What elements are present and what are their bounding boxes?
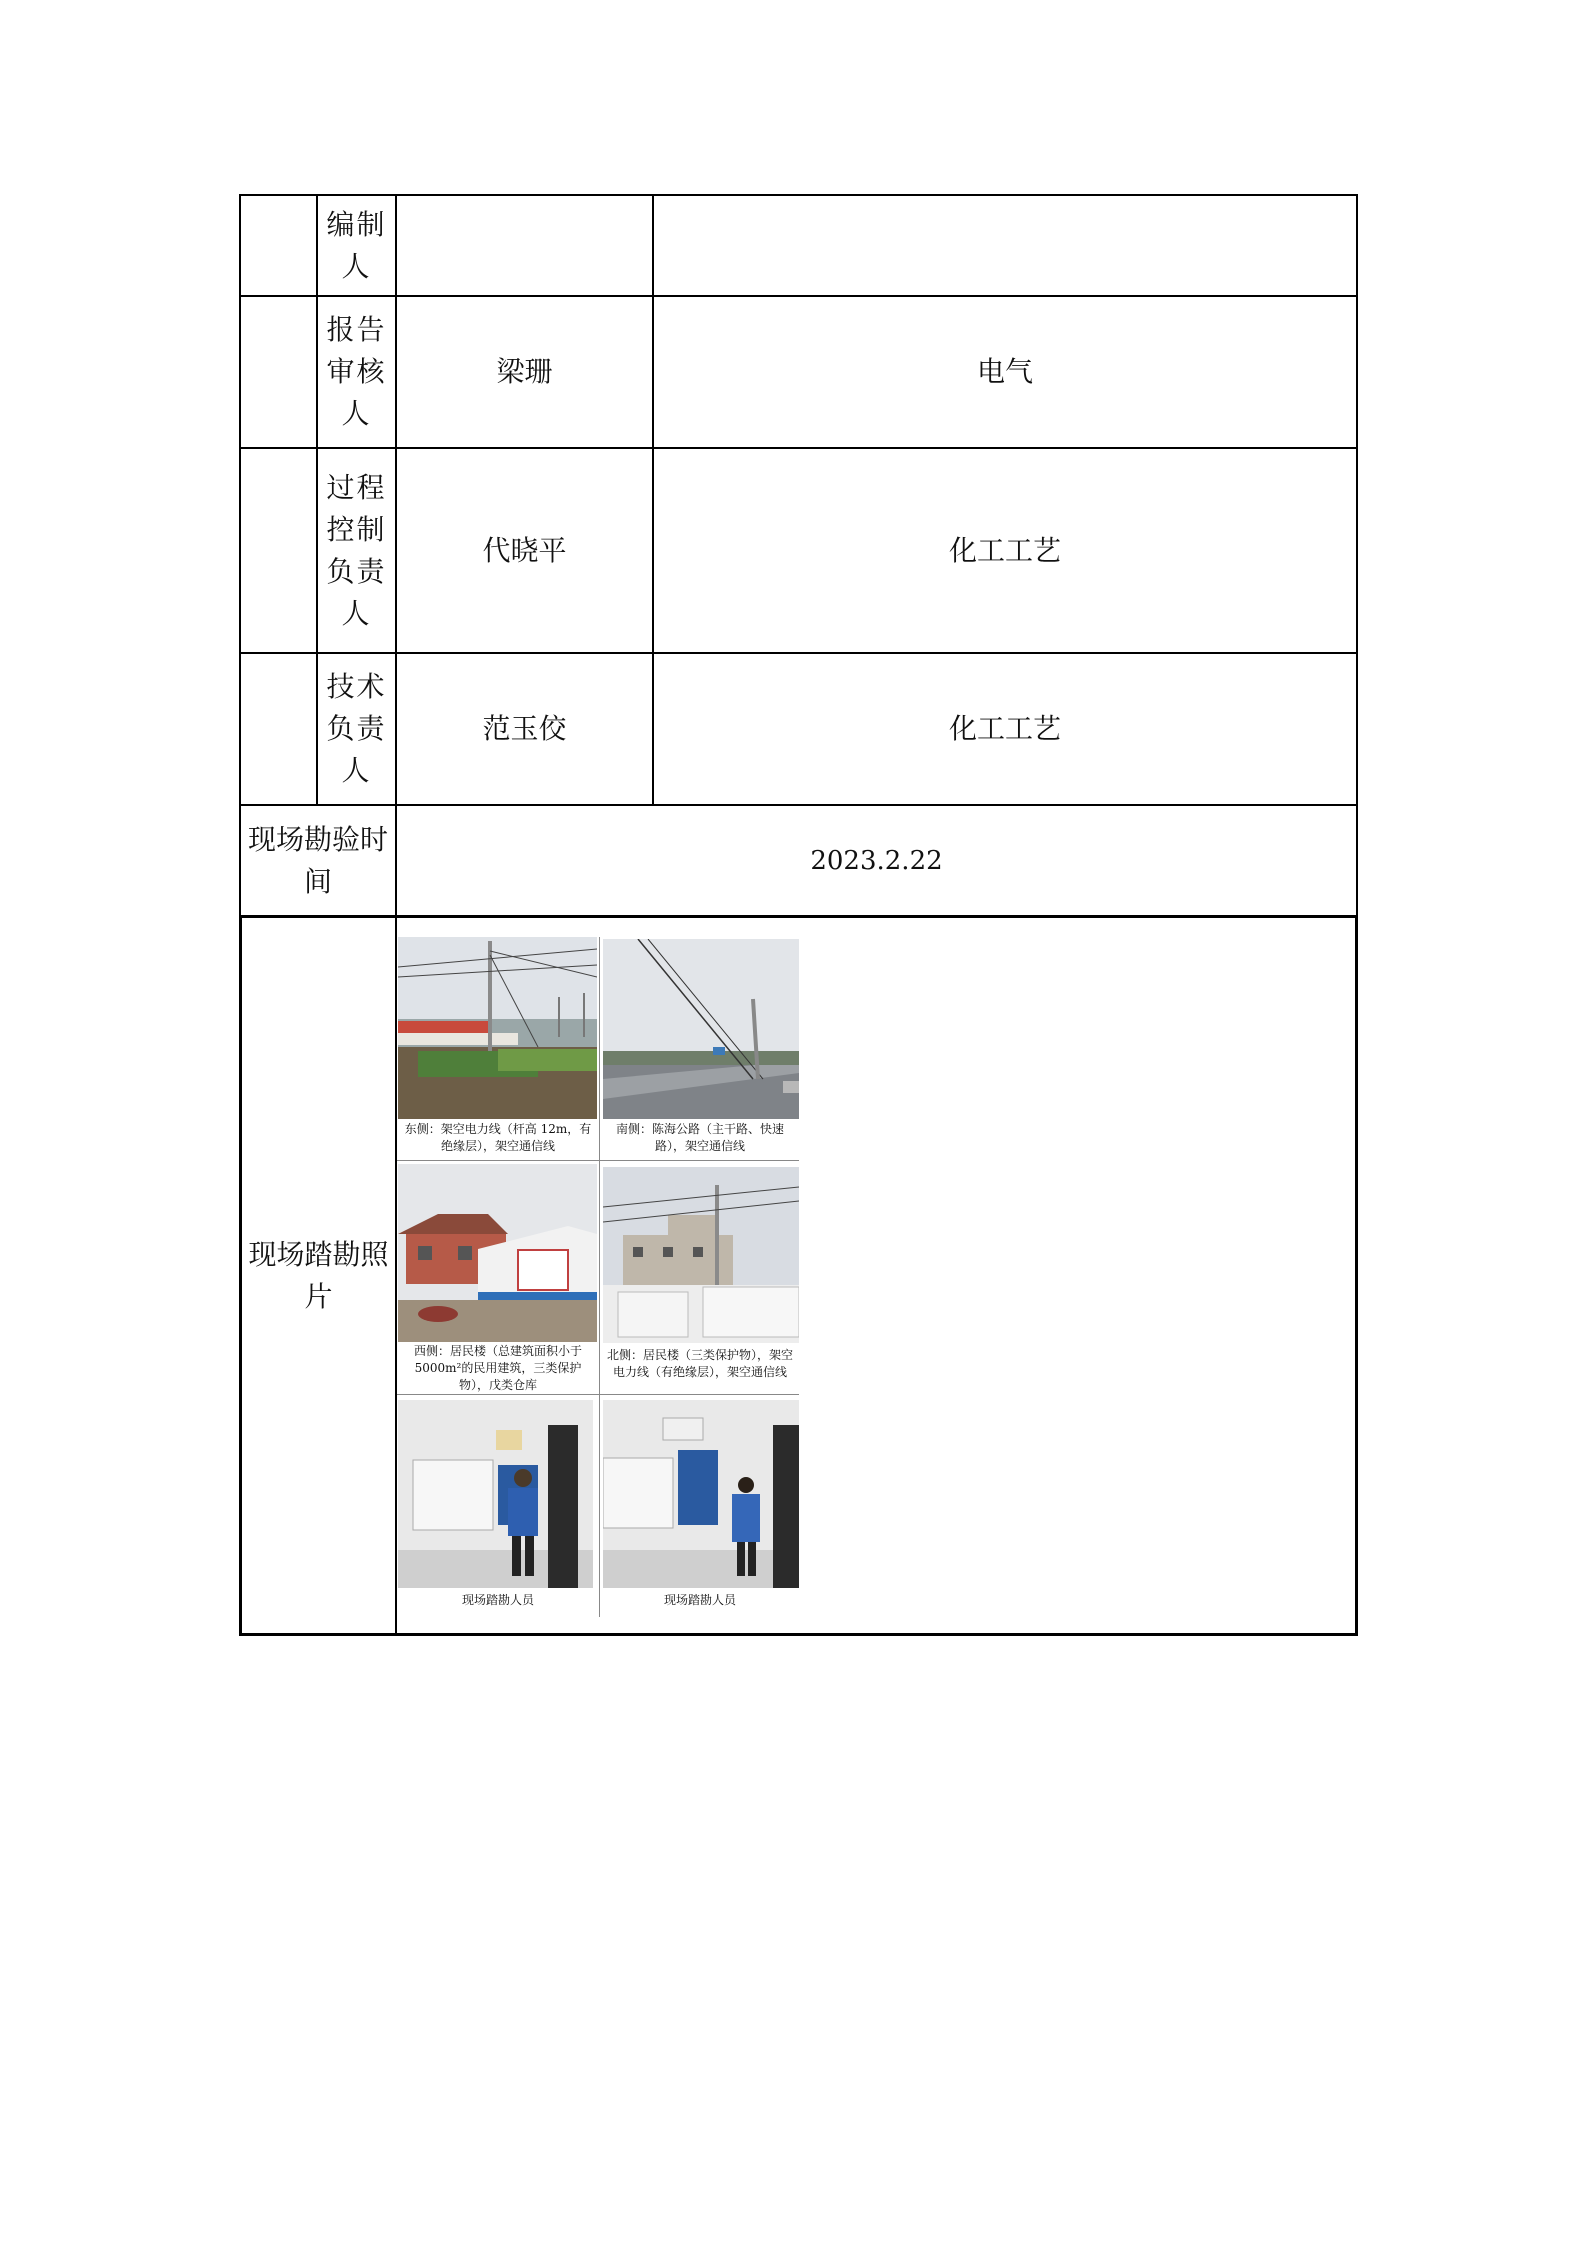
photo-caption-south: 南侧：陈海公路（主干路、快速路），架空通信线 xyxy=(615,1122,784,1153)
photo-caption-surveyor-2: 现场踏勘人员 xyxy=(663,1593,736,1607)
compiler-name xyxy=(397,196,652,295)
residential-power-line-photo xyxy=(603,1167,799,1343)
photo-caption-west: 西侧：居民楼（总建筑面积小于5000m²的民用建筑，三类保护物），戊类仓库 xyxy=(413,1344,582,1392)
process-role-label: 过程控制负责人 xyxy=(326,470,387,630)
photos-label: 现场踏勘照片 xyxy=(248,1237,389,1313)
process-name: 代晓平 xyxy=(482,533,567,567)
surveyor-male-photo xyxy=(398,1400,593,1588)
survey-time-label: 现场勘验时间 xyxy=(247,822,388,898)
photo-caption-surveyor-1: 现场踏勘人员 xyxy=(461,1593,534,1607)
power-line-field-photo xyxy=(398,937,597,1119)
technical-specialty: 化工工艺 xyxy=(948,712,1061,745)
residential-warehouse-photo xyxy=(398,1164,597,1342)
reviewer-name: 梁珊 xyxy=(496,355,553,388)
reviewer-role-label: 报告审核人 xyxy=(326,313,387,430)
surveyor-female-photo xyxy=(603,1400,799,1588)
reviewer-specialty: 电气 xyxy=(976,355,1033,388)
photo-caption-east: 东侧：架空电力线（杆高 12m，有绝缘层），架空通信线 xyxy=(404,1122,592,1153)
road-photo xyxy=(603,939,799,1119)
survey-time-value: 2023.2.22 xyxy=(810,845,943,876)
process-specialty: 化工工艺 xyxy=(948,533,1061,567)
compiler-role-label: 编制人 xyxy=(326,207,387,283)
technical-name: 范玉佼 xyxy=(482,712,567,745)
compiler-specialty xyxy=(654,196,1356,295)
photo-caption-north: 北侧：居民楼（三类保护物），架空电力线（有绝缘层），架空通信线 xyxy=(606,1348,793,1379)
technical-role-label: 技术负责人 xyxy=(326,670,387,787)
